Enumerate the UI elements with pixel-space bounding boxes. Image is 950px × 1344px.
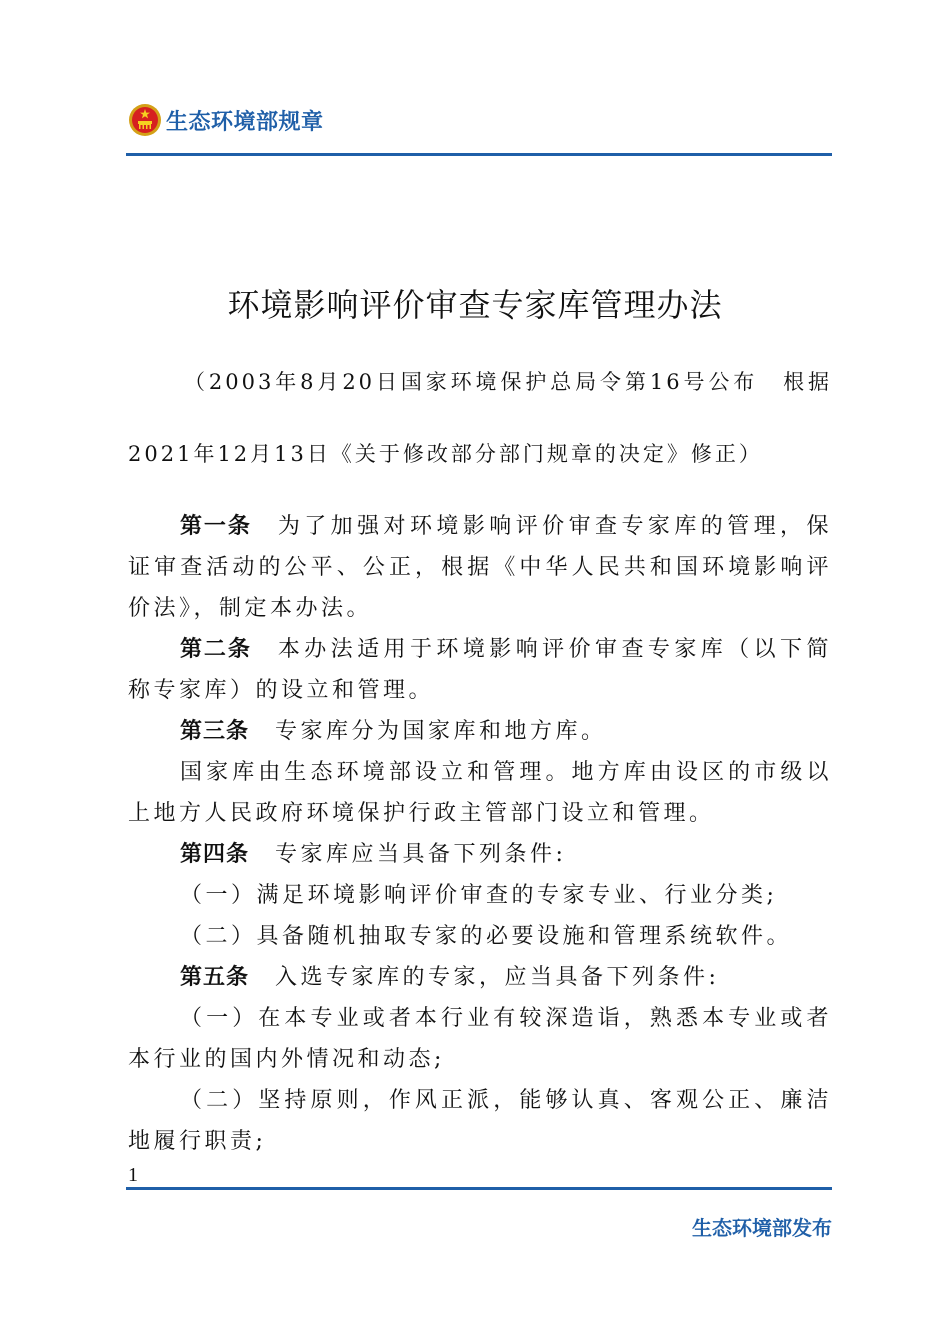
page-number: 1 (128, 1164, 138, 1186)
article-number: 第一条 (180, 514, 252, 539)
paragraph (128, 506, 832, 629)
article-number: 第三条 (180, 719, 250, 744)
paragraph-text: （二）具备随机抽取专家的必要设施和管理系统软件。 (180, 924, 793, 949)
document-subtitle: （2003年8月20日国家环境保护总局令第16号公布 根据2021年12月13日《关于修改部分部门规章的决定》修正） (128, 370, 832, 466)
paragraph-text: 专家库应当具备下列条件: (275, 842, 567, 867)
paragraph (128, 752, 832, 834)
paragraph (128, 1080, 832, 1162)
paragraph (128, 875, 832, 916)
article-number: 第二条 (180, 637, 252, 662)
paragraph-text: 国家库由生态环境部设立和管理。地方库由设区的市级以上地方人民政府环境保护行政主管部门设立和管理。 (128, 760, 832, 826)
paragraph-text: （一）在本专业或者本行业有较深造诣，熟悉本专业或者本行业的国内外情况和动态; (128, 1006, 832, 1072)
paragraph (128, 916, 832, 957)
paragraph (128, 998, 832, 1080)
document-title: 环境影响评价审查专家库管理办法 (227, 286, 723, 324)
paragraph (128, 711, 832, 752)
article-number: 第五条 (180, 965, 250, 990)
header-title: 生态环境部规章 (166, 109, 324, 135)
paragraph-text: 入选专家库的专家，应当具备下列条件: (275, 965, 720, 990)
paragraph (128, 834, 832, 875)
header (128, 100, 324, 140)
paragraph-text: 本办法适用于环境影响评价审查专家库（以下简称专家库）的设立和管理。 (128, 637, 832, 703)
paragraph (128, 629, 832, 711)
article-number: 第四条 (180, 842, 250, 867)
document-body (128, 506, 832, 1162)
header-divider (126, 153, 832, 156)
footer-divider (126, 1187, 832, 1190)
paragraph-text: 为了加强对环境影响评价审查专家库的管理，保证审查活动的公平、公正，根据《中华人民共和国环境影响评价法》，制定本办法。 (128, 514, 832, 621)
paragraph-text: （二）坚持原则，作风正派，能够认真、客观公正、廉洁地履行职责; (128, 1088, 832, 1154)
national-emblem-icon (128, 103, 162, 137)
paragraph-text: （一）满足环境影响评价审查的专家专业、行业分类; (180, 883, 778, 908)
footer-publisher: 生态环境部发布 (692, 1216, 832, 1240)
paragraph-text: 专家库分为国家库和地方库。 (275, 719, 607, 744)
paragraph (128, 957, 832, 998)
